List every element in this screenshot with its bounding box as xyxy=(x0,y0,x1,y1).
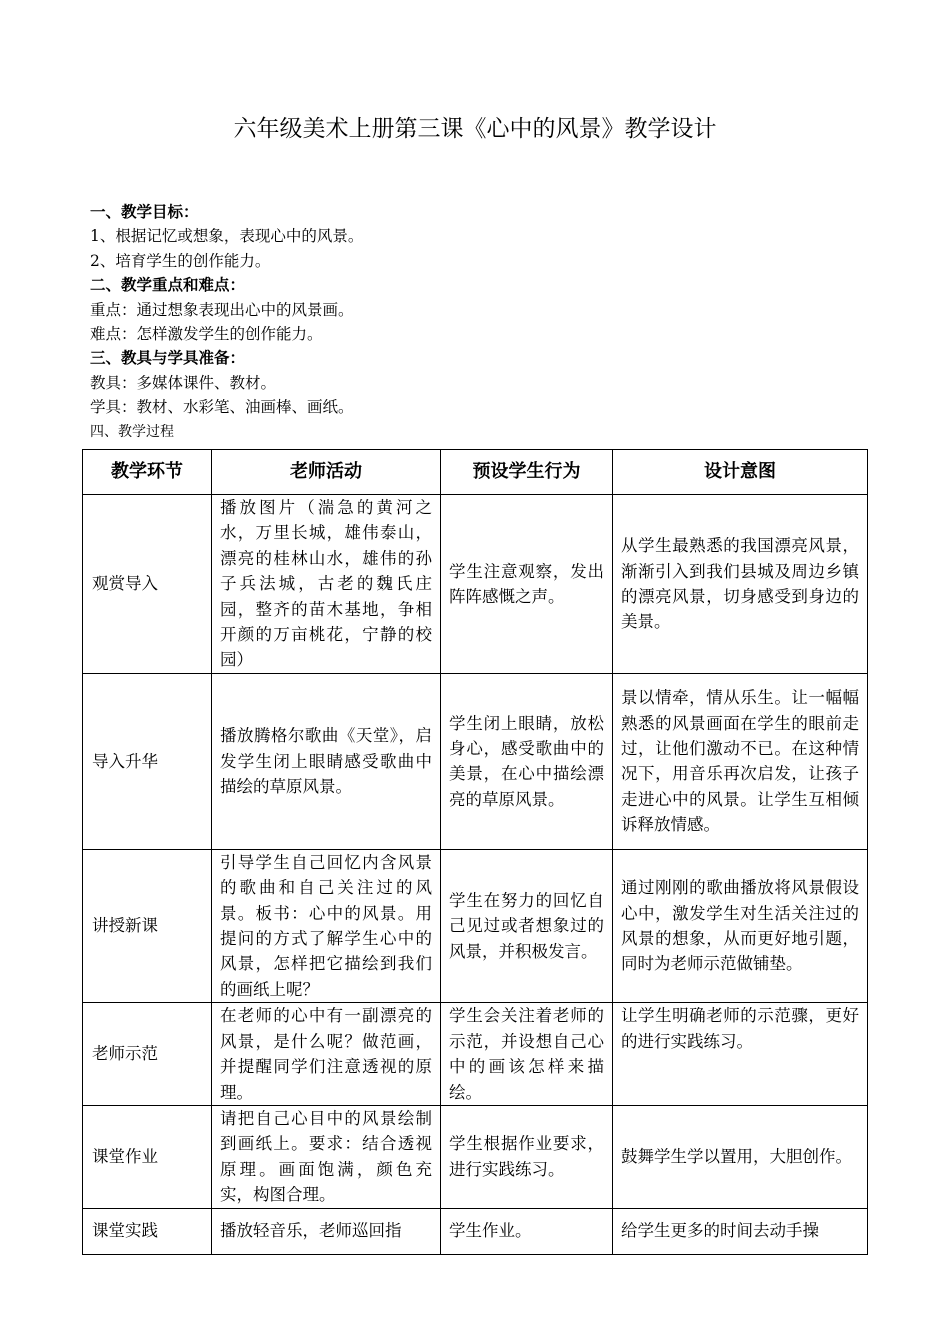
table-row xyxy=(83,495,868,674)
header-student-behavior: 预设学生行为 xyxy=(441,450,613,495)
cell-stage: 观赏导入 xyxy=(83,495,212,674)
section-heading-process: 四、教学过程 xyxy=(90,423,174,440)
table-header-row xyxy=(83,450,868,495)
cell-student-behavior: 学生闭上眼睛，放松身心，感受歌曲中的美景，在心中描绘漂亮的草原风景。 xyxy=(441,673,613,849)
cell-teacher-activity: 请把自己心目中的风景绘制到画纸上。要求：结合透视原理。画面饱满，颜色充实，构图合理。 xyxy=(212,1105,441,1208)
teacher-materials: 教具：多媒体课件、教材。 xyxy=(90,373,277,392)
table-row xyxy=(83,1208,868,1254)
header-stage: 教学环节 xyxy=(83,450,212,495)
cell-teacher-activity: 引导学生自己回忆内含风景的歌曲和自己关注过的风景。板书：心中的风景。用提问的方式了解学生心中的风景，怎样把它描绘到我们的画纸上呢？ xyxy=(212,849,441,1002)
cell-design-intent: 从学生最熟悉的我国漂亮风景，渐渐引入到我们县城及周边乡镇的漂亮风景，切身感受到身边的美景。 xyxy=(613,495,868,674)
document-title: 六年级美术上册第三课《心中的风景》教学设计 xyxy=(233,116,717,142)
cell-teacher-activity: 在老师的心中有一副漂亮的风景，是什么呢？做范画，并提醒同学们注意透视的原理。 xyxy=(212,1003,441,1106)
cell-student-behavior: 学生根据作业要求，进行实践练习。 xyxy=(441,1105,613,1208)
difficult-point: 难点：怎样激发学生的创作能力。 xyxy=(90,324,323,343)
objective-item-2: 2、培育学生的创作能力。 xyxy=(90,251,271,270)
cell-design-intent: 给学生更多的时间去动手操 xyxy=(613,1208,868,1254)
cell-stage: 老师示范 xyxy=(83,1003,212,1106)
cell-design-intent: 通过刚刚的歌曲播放将风景假设心中，激发学生对生活关注过的风景的想象，从而更好地引题，同时为老师示范做铺垫。 xyxy=(613,849,868,1002)
lesson-overview xyxy=(90,200,870,444)
cell-design-intent: 景以情牵，情从乐生。让一幅幅熟悉的风景画面在学生的眼前走过，让他们激动不已。在这种情况下，用音乐再次启发，让孩子走进心中的风景。让学生互相倾诉释放情感。 xyxy=(613,673,868,849)
cell-stage: 导入升华 xyxy=(83,673,212,849)
cell-design-intent: 鼓舞学生学以置用，大胆创作。 xyxy=(613,1105,868,1208)
section-heading-materials: 三、教具与学具准备： xyxy=(90,348,246,368)
header-teacher-activity: 老师活动 xyxy=(212,450,441,495)
cell-stage: 课堂作业 xyxy=(83,1105,212,1208)
table-row xyxy=(83,849,868,1002)
cell-teacher-activity: 播放图片（湍急的黄河之水，万里长城，雄伟泰山，漂亮的桂林山水，雄伟的孙子兵法城，古老的魏氏庄园，整齐的苗木基地，争相开颜的万亩桃花，宁静的校园） xyxy=(212,495,441,674)
table-row xyxy=(83,673,868,849)
cell-stage: 课堂实践 xyxy=(83,1208,212,1254)
student-materials: 学具：教材、水彩笔、油画棒、画纸。 xyxy=(90,398,354,417)
cell-student-behavior: 学生作业。 xyxy=(441,1208,613,1254)
cell-teacher-activity: 播放腾格尔歌曲《天堂》，启发学生闭上眼睛感受歌曲中描绘的草原风景。 xyxy=(212,673,441,849)
cell-student-behavior: 学生会关注着老师的示范，并设想自己心中的画该怎样来描绘。 xyxy=(441,1003,613,1106)
cell-student-behavior: 学生在努力的回忆自己见过或者想象过的风景，并积极发言。 xyxy=(441,849,613,1002)
cell-stage: 讲授新课 xyxy=(83,849,212,1002)
cell-design-intent: 让学生明确老师的示范骤，更好的进行实践练习。 xyxy=(613,1003,868,1106)
cell-teacher-activity: 播放轻音乐，老师巡回指 xyxy=(212,1208,441,1254)
teaching-process-table xyxy=(82,449,868,1255)
cell-student-behavior: 学生注意观察，发出阵阵感慨之声。 xyxy=(441,495,613,674)
key-point: 重点：通过想象表现出心中的风景画。 xyxy=(90,300,354,319)
section-heading-objectives: 一、教学目标： xyxy=(90,202,199,221)
header-design-intent: 设计意图 xyxy=(613,450,868,495)
section-heading-key-points: 二、教学重点和难点： xyxy=(90,275,246,295)
table-row xyxy=(83,1105,868,1208)
table-row xyxy=(83,1003,868,1106)
objective-item-1: 1、根据记忆或想象，表现心中的风景。 xyxy=(90,227,364,246)
